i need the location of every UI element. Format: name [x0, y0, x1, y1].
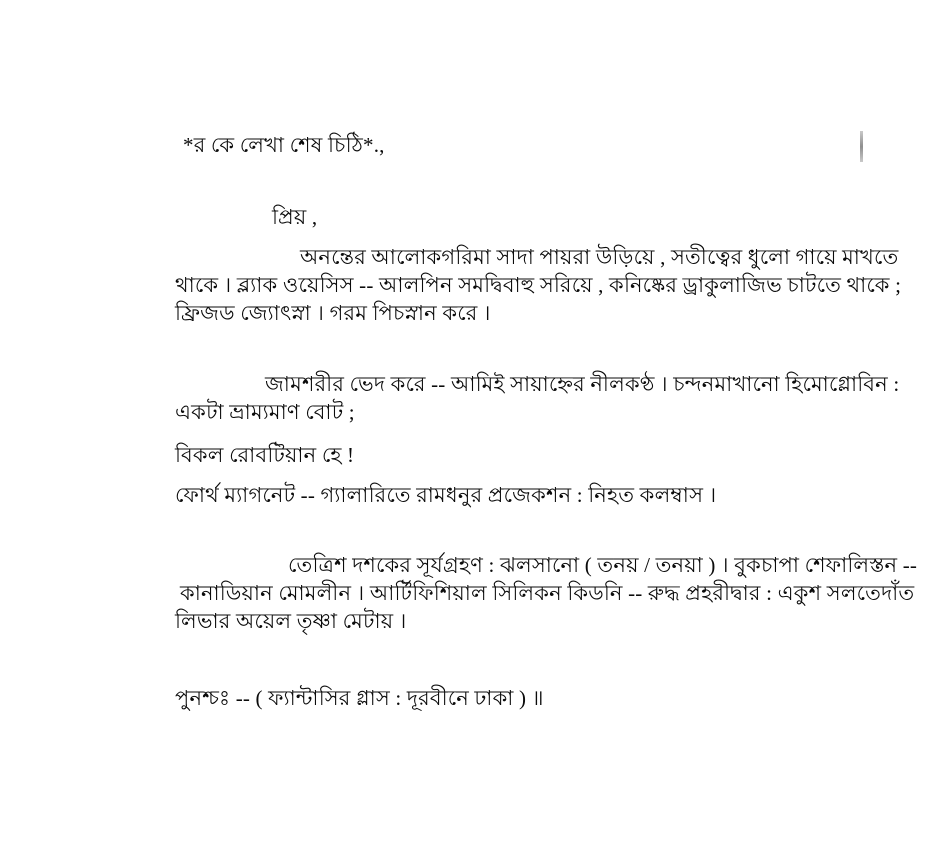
paragraph3-line3: লিভার অয়েল তৃষ্ণা মেটায় ।	[175, 609, 407, 633]
paragraph2-line1: জামশরীর ভেদ করে -- আমিই সায়াহ্নের নীলকণ্ঠ । চন্দনমাখানো হিমোগ্লোবিন :	[265, 372, 900, 396]
paragraph1-line2: থাকে । ব্ল্যাক ওয়েসিস -- আলপিন সমদ্বিবাহু সরিয়ে , কনিষ্কের ড্রাকুলাজিভ চাটতে থাকে ;	[175, 273, 902, 297]
salutation-line: প্রিয় ,	[272, 205, 318, 229]
paragraph3-line1: তেত্রিশ দশকের সূর্যগ্রহণ : ঝলসানো ( তনয় / তনয়া ) । বুকচাপা শেফালিস্তন --	[288, 553, 918, 577]
paragraph1-line1: অনন্তের আলোকগরিমা সাদা পায়রা উড়িয়ে , সতীত্বের ধুলো গায়ে মাখতে	[300, 245, 899, 269]
letter-body	[175, 131, 918, 712]
postscript-line: পুনশ্চঃ -- ( ফ্যান্টাসির গ্লাস : দূরবীনে ঢাকা ) ॥	[175, 686, 544, 710]
standalone-line1: বিকল রোবটিয়ান হে !	[175, 443, 355, 467]
paragraph3-line2: কানাডিয়ান মোমলীন । আর্টিফিশিয়াল সিলিকন কিডনি -- রুদ্ধ প্রহরীদ্বার : একুশ সলতেদাঁত	[180, 581, 915, 605]
letter-title: *র কে লেখা শেষ চিঠি*.,	[183, 133, 385, 157]
standalone-line2: ফোর্থ ম্যাগনেট -- গ্যালারিতে রামধনুর প্রজেকশন : নিহত কলম্বাস ।	[175, 483, 717, 507]
paragraph1-line3: ফ্রিজড জ্যোৎস্না । গরম পিচস্নান করে ।	[175, 301, 491, 325]
paragraph2-line2: একটা ভ্রাম্যমাণ বোট ;	[175, 400, 355, 424]
